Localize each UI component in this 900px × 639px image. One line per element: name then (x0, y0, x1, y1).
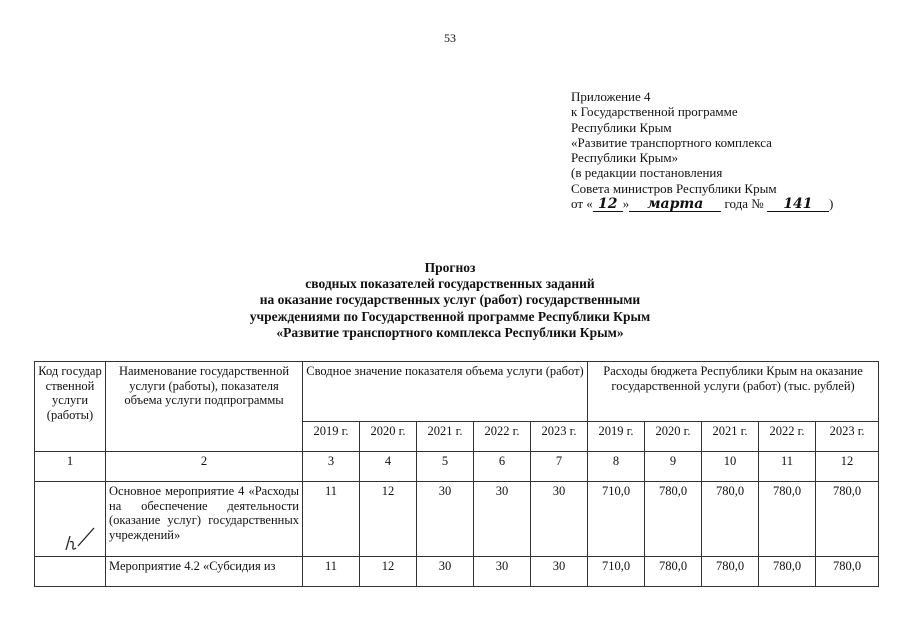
closing-paren: ) (828, 196, 834, 212)
header-year: 2021 г. (702, 422, 759, 452)
column-number: 8 (588, 452, 645, 482)
header-expense-group: Расходы бюджета Республики Крым на оказание государственной услуги (работ) (тыс. рублей) (588, 362, 879, 422)
column-number: 6 (474, 452, 531, 482)
appendix-line: «Развитие транспортного комплекса (571, 134, 772, 150)
column-number: 1 (35, 452, 106, 482)
appendix-line: Приложение 4 (571, 89, 651, 104)
appendix-line: Республики Крым» (571, 150, 679, 166)
volume-cell: 30 (531, 557, 588, 587)
header-name: Наименование государственной услуги (работы), показателя объема услуги подпрограммы (106, 362, 303, 452)
volume-cell: 30 (531, 482, 588, 557)
row-name: Мероприятие 4.2 «Субсидия из (106, 557, 303, 587)
header-year: 2021 г. (417, 422, 474, 452)
column-number: 12 (816, 452, 879, 482)
expense-cell: 780,0 (702, 482, 759, 557)
title-line: учреждениями по Государственной программе Республики Крым (249, 308, 651, 324)
page-number: 53 (444, 31, 456, 45)
row-name: Основное мероприятие 4 «Расходы на обеспечение деятельности (оказание услуг) государственных учреждений» (106, 482, 303, 557)
document-title (150, 260, 750, 341)
expense-cell: 780,0 (816, 557, 879, 587)
appendix-line: к Государственной программе (571, 104, 738, 120)
column-number: 3 (303, 452, 360, 482)
header-year: 2019 г. (303, 422, 360, 452)
doc-number-handwritten: 141 (767, 197, 829, 212)
title-line: Прогноз (424, 260, 476, 275)
year-number-label: года № (724, 196, 764, 212)
column-number: 11 (759, 452, 816, 482)
expense-cell: 780,0 (816, 482, 879, 557)
header-year: 2019 г. (588, 422, 645, 452)
header-year: 2023 г. (816, 422, 879, 452)
header-volume-group: Сводное значение показателя объема услуги (работ) (303, 362, 588, 422)
column-number-row (35, 452, 879, 482)
column-number: 4 (360, 452, 417, 482)
column-number: 9 (645, 452, 702, 482)
appendix-date-line (571, 196, 871, 212)
header-year: 2022 г. (474, 422, 531, 452)
title-line: сводных показателей государственных заданий (305, 276, 595, 292)
date-prefix: от « (571, 196, 593, 212)
volume-cell: 30 (417, 557, 474, 587)
volume-cell: 11 (303, 482, 360, 557)
header-year: 2020 г. (360, 422, 417, 452)
volume-cell: 12 (360, 482, 417, 557)
column-number: 7 (531, 452, 588, 482)
title-line: «Развитие транспортного комплекса Республики Крым» (276, 324, 624, 340)
appendix-block (571, 89, 871, 212)
expense-cell: 780,0 (702, 557, 759, 587)
expense-cell: 780,0 (759, 482, 816, 557)
table-row (35, 557, 879, 587)
volume-cell: 12 (360, 557, 417, 587)
expense-cell: 710,0 (588, 557, 645, 587)
appendix-line: Республики Крым (571, 119, 672, 135)
date-month-handwritten: марта (629, 197, 721, 212)
handwritten-margin-mark (60, 520, 100, 560)
volume-cell: 11 (303, 557, 360, 587)
volume-cell: 30 (417, 482, 474, 557)
expense-cell: 780,0 (759, 557, 816, 587)
expense-cell: 780,0 (645, 557, 702, 587)
title-line: на оказание государственных услуг (работ) государственными (259, 292, 641, 308)
forecast-table (34, 361, 879, 587)
table-row (35, 482, 879, 557)
appendix-line: (в редакции постановления (571, 165, 723, 181)
appendix-line: Совета министров Республики Крым (571, 180, 777, 196)
column-number: 2 (106, 452, 303, 482)
column-number: 5 (417, 452, 474, 482)
header-code: Код государ ственной услуги (работы) (35, 362, 106, 452)
column-number: 10 (702, 452, 759, 482)
volume-cell: 30 (474, 482, 531, 557)
expense-cell: 710,0 (588, 482, 645, 557)
header-year: 2023 г. (531, 422, 588, 452)
header-year: 2020 г. (645, 422, 702, 452)
volume-cell: 30 (474, 557, 531, 587)
date-mid: » (622, 196, 630, 212)
header-row (35, 362, 879, 422)
date-day-handwritten: 12 (593, 197, 623, 212)
header-year: 2022 г. (759, 422, 816, 452)
expense-cell: 780,0 (645, 482, 702, 557)
row-code (35, 557, 106, 587)
